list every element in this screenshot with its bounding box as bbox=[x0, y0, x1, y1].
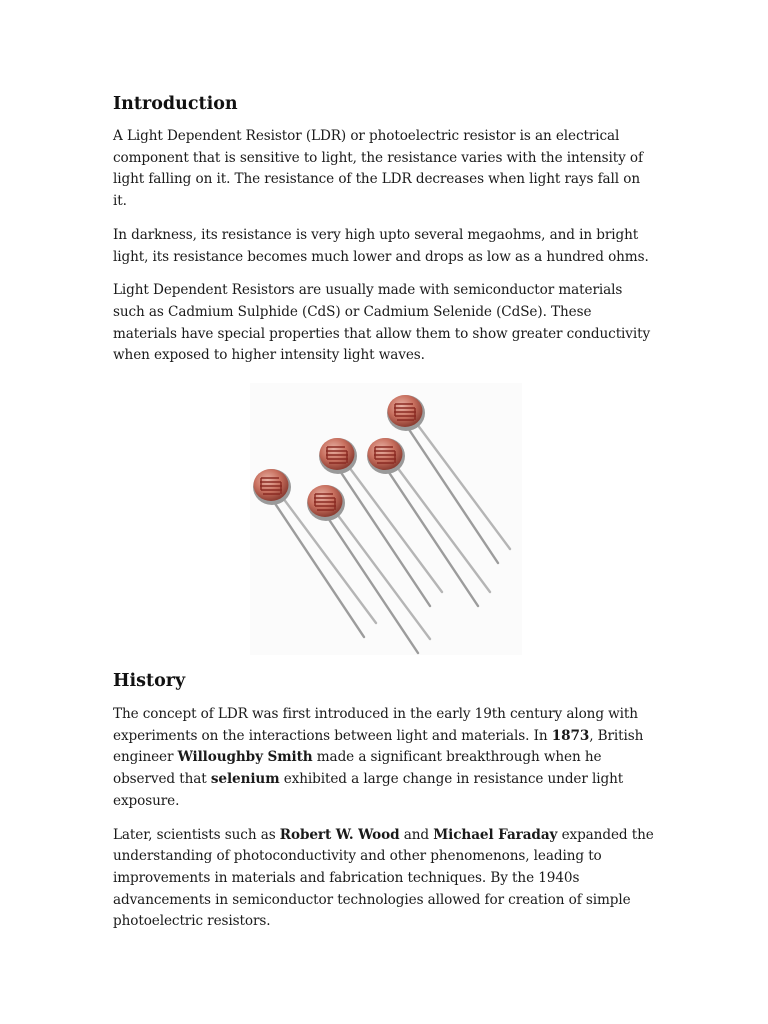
person-michael-faraday: Michael Faraday bbox=[433, 826, 558, 843]
person-robert-w-wood: Robert W. Wood bbox=[279, 826, 400, 843]
document-content bbox=[113, 92, 658, 933]
ldr-photo bbox=[113, 383, 658, 655]
introduction-paragraph-1: A Light Dependent Resistor (LDR) or photoelectric resistor is an electrical component that is sensitive to light, the resistance varies with the intensity of light falling on it. The resistance of the LDR decreases when light rays fall on it. bbox=[113, 128, 643, 210]
material-selenium: selenium bbox=[210, 771, 280, 788]
history-paragraph-1: The concept of LDR was first introduced in the early 19th century along with experiments on the interactions between light and materials. In 1873, British engineer Willoughby Smith made a significant breakthrough when he observed that selenium exhibited a large change in resistance under light exposure. bbox=[113, 706, 644, 809]
introduction-paragraph-3: Light Dependent Resistors are usually made with semiconductor materials such as Cadmium Sulphide (CdS) or Cadmium Selenide (CdSe). These materials have special properties that allow them to show greater conductivity when exposed to higher intensity light waves. bbox=[113, 282, 651, 364]
history-heading: History bbox=[113, 671, 186, 692]
year-1873: 1873 bbox=[551, 727, 590, 744]
ldr-components-image bbox=[250, 383, 522, 655]
introduction-heading: Introduction bbox=[113, 94, 238, 114]
introduction-paragraph-2: In darkness, its resistance is very high upto several megaohms, and in bright light, its resistance becomes much lower and drops as low as a hundred ohms. bbox=[113, 226, 649, 265]
history-paragraph-2: Later, scientists such as Robert W. Wood and Michael Faraday expanded the understanding of photoconductivity and other phenomenons, leading to improvements in materials and fabrication techniques. By the 1940s advancements in semiconductor technologies allowed for creation of simple photoelectric resistors. bbox=[113, 826, 654, 930]
person-willoughby-smith: Willoughby Smith bbox=[177, 749, 313, 766]
